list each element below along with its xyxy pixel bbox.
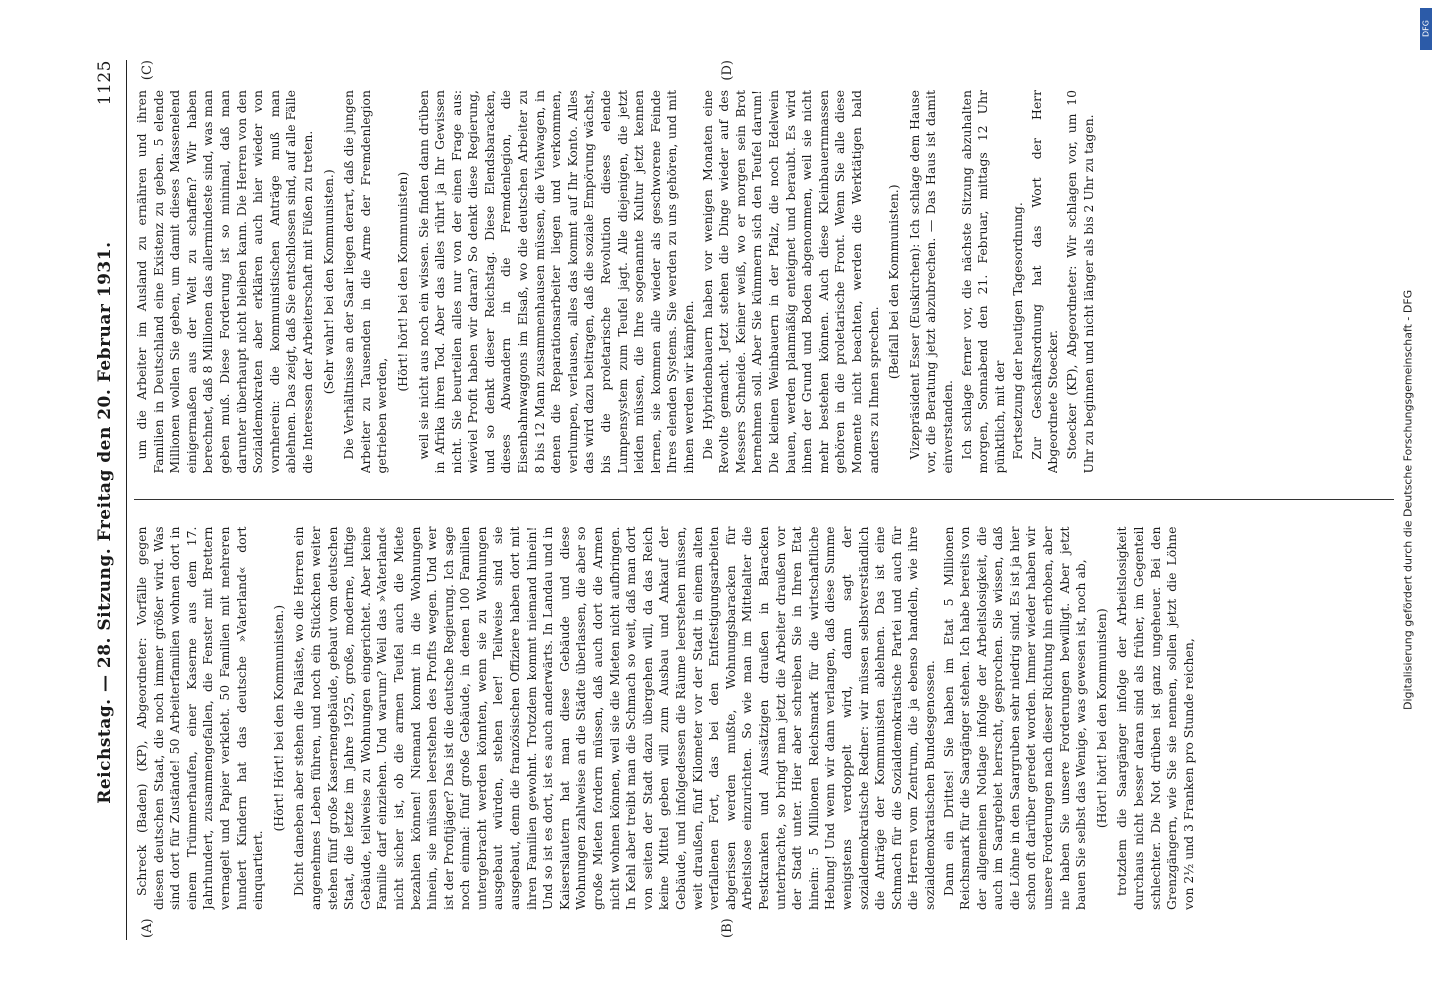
dfg-logo: DFG (1420, 8, 1432, 50)
header-rule (126, 60, 127, 940)
paragraph: weil sie nicht aus noch ein wissen. Sie finden dann drüben in Afrika ihren Tod. Aber das alles rührt ja Ihr Gewissen nicht. Sie beurteilen alles nur von der einen Frage aus: wieviel Profit haben wir daran? So denkt diese Regierung, und so denkt dieser Reichstag. Diese Elendsbaracken, dieses Abwandern in die Fremdenlegion, die Eisenbahnwaggons im Elsaß, wo die deutschen Arbeiter zu 8 bis 12 Mann zusammenhausen müssen, die Viehwagen, in denen die Reparationsarbeiter liegen und verkommen, verlumpen, verlausen, alles das kommt auf Ihr Konto. Alles das wird dazu beitragen, daß die soziale Empörung wächst, bis die proletarische Revolution dieses elende Lumpensystem zum Teufel jagt. Alle diejenigen, die jetzt leiden müssen, die Ihre sogenannte Kultur jetzt kennen lernen, sie kommen alle wieder als geschworene Feinde Ihres elenden Systems. Sie werden zu uns gehören, und mit ihnen werden wir kämpfen. (415, 90, 696, 474)
page-number: 1125 (95, 60, 115, 106)
paragraph: Dann ein Drittes! Sie haben im Etat 5 Millionen Reichsmark für die Saargänger stehen. Ich habe bereits von der allgemeinen Notlage infolge der Arbeitslosigkeit, die auch im Saargebiet herrscht, gesprochen. Sie wissen, daß die Löhne in den Saargruben sehr niedrig sind. Es ist ja hier schon oft darüber geredet worden. Immer wieder haben wir unsere Forderungen nach dieser Richtung hin erhoben, aber nie haben Sie unsere Forderungen bewilligt. Aber jetzt bauen Sie selbst das Wenige, was gewesen ist, noch ab, (940, 526, 1089, 910)
paragraph: trotzdem die Saargänger infolge der Arbeitslosigkeit durchaus nicht besser daran sind als früher, im Gegenteil schlechter. Die Not drüben ist ganz ungeheuer. Bei den Grenzgängern, wie Sie sie nennen, sollen jetzt die Löhne von 2½ und 3 Franken pro Stunde reichen, (1114, 526, 1196, 910)
margin-mark-d: (D) (720, 60, 735, 81)
paragraph: Stoecker (KP), Abgeordneter: Wir schlagen vor, um 10 Uhr zu beginnen und nicht länger als bis 2 Uhr zu tagen. (1064, 90, 1096, 474)
paragraph: Dicht daneben aber stehen die Paläste, wo die Herren ein angenehmes Leben führen, und noch ein Stückchen weiter stehen fünf große Kasernengebäude, gebaut vom deutschen Staat, die letzte im Jahre 1925, große, moderne, luftige Gebäude, teilweise zu Wohnungen eingerichtet. Aber keine Familie darf einziehen. Und warum? Weil das »Vaterland« nicht sicher ist, ob die armen Teufel auch die Miete bezahlen können! Niemand kommt in die Wohnungen hinein, sie müssen leerstehen des Profits wegen. Und wer ist der Profitjäger? Das ist die deutsche Regierung. Ich sage noch einmal: fünf große Gebäude, in denen 100 Familien untergebracht werden könnten, wenn sie zu Wohnungen ausgebaut würden, stehen leer! Teilweise sind sie ausgebaut, denn die französischen Offiziere haben dort mit ihren Familien gewohnt. Trotzdem kommt niemand hinein! Und so ist es dort, ist es auch anderwärts. In Landau und in Kaiserslautern hat man diese Gebäude und diese Wohnungen zahlweise an die Städte überlassen, die aber so große Mieten fordern müssen, daß auch dort die Armen nicht wohnen können, weil sie die Mieten nicht aufbringen. In Kehl aber treibt man die Schmach so weit, daß man dort von seiten der Stadt dazu übergehen will, da das Reich keine Mittel geben will zum Ausbau und Ankauf der Gebäude, und infolgedessen die Räume leerstehen müssen, weit draußen, fünf Kilometer vor der Stadt in einem alten verfallenen Fort, das bei den Entfestigungsarbeiten abgerissen werden mußte, Wohnungsbaracken für Arbeitslose einzurichten. So wie man im Mittelalter die Pestkranken und Aussätzigen draußen in Baracken unterbrachte, so bringt man jetzt die Arbeiter draußen vor der Stadt unter. Hier aber schreiben Sie in Ihren Etat hinein: 5 Millionen Reichsmark für die wirtschaftliche Hebung! Und wenn wir dann verlangen, daß diese Summe wenigstens verdoppelt wird, dann sagt der sozialdemokratische Redner: wir müssen selbstverständlich die Anträge der Kommunisten ablehnen. Das ist eine Schmach für die Sozialdemokratische Partei und auch für die Herren vom Zentrum, die ja ebenso handeln, wie ihre sozialdemokratischen Bundesgenossen. (291, 526, 937, 910)
interjection: (Sehr wahr! bei den Kommunisten.) (320, 169, 336, 395)
paragraph: Die Verhältnisse an der Saar liegen derart, daß die jungen Arbeiter zu Tausenden in die Arme der Fremdenlegion getrieben werden, (341, 90, 390, 474)
interjection: (Beifall bei den Kommunisten.) (886, 184, 902, 380)
column-left (134, 527, 1394, 911)
paragraph: Die Hybridenbauern haben vor wenigen Monaten eine Revolte gemacht. Jetzt stehen die Dinge wieder auf des Messers Schneide. Keiner weiß, wo er morgen sein Brot hernehmen soll. Aber Sie kümmern sich den Teufel darum! Die kleinen Weinbauern in der Pfalz, die noch Edelwein bauen, werden planmäßig enteignet und beraubt. Es wird ihnen der Grund und Boden abgenommen, weil sie nicht mehr bestehen können. Auch diese Kleinbauernmassen gehören in die proletarische Front. Wenn Sie alle diese Momente nicht beachten, werden die Werktätigen bald anders zu Ihnen sprechen. (699, 90, 881, 474)
digitization-note: Digitalisierung gefördert durch die Deutsche Forschungsgemeinschaft - DFG (1401, 289, 1415, 711)
paragraph: Ich schlage ferner vor, die nächste Sitzung abzuhalten morgen, Sonnabend den 21. Februar, mittags 12 Uhr pünktlich, mit der (958, 90, 1007, 474)
paragraph: Fortsetzung der heutigen Tagesordnung. (1010, 202, 1026, 460)
margin-mark-c: (C) (140, 60, 155, 81)
paragraph: Zur Geschäftsordnung hat das Wort der Herr Abgeordnete Stoecker. (1028, 90, 1061, 474)
paragraph: Vizepräsident Esser (Euskirchen): Ich schlage dem Hause vor, die Beratung jetzt abzubrechen. — Das Haus ist damit einverstanden. (906, 90, 955, 474)
interjection: (Hört! hört! bei den Kommunisten) (1093, 608, 1109, 829)
paragraph: um die Arbeiter im Ausland zu ernähren und ihren Familien in Deutschland eine Existenz zu geben. 5 elende Millionen wollen Sie geben, um damit dieses Massenelend einigermaßen aus der Welt zu schaffen? Wir haben berechnet, daß 8 Millionen das allermindeste sind, was man geben muß. Diese Forderung ist so minimal, daß man darunter überhaupt nicht bleiben kann. Die Herren von den Sozialdemokraten aber erklären auch hier wieder von vornherein: die kommunistischen Anträge muß man ablehnen. Das zeigt, daß Sie entschlossen sind, auf alle Fälle die Interessen der Arbeiterschaft mit Füßen zu treten. (134, 90, 315, 474)
page-header (88, 60, 122, 940)
header-title: Reichstag. — 28. Sitzung. Freitag den 20. Februar 1931. (95, 241, 115, 804)
interjection: (Hört! hört! bei den Kommunisten) (394, 171, 410, 392)
text-columns (134, 90, 1394, 910)
margin-mark-a: (A) (140, 918, 155, 938)
margin-mark-b: (B) (720, 918, 735, 938)
column-right (134, 90, 1394, 474)
interjection: (Hört! Hört! bei den Kommunisten.) (270, 604, 286, 832)
paragraph: Schreck (Baden) (KP), Abgeordneter: Vorfälle gegen diesen deutschen Staat, die noch immer größer wird. Was sind dort für Zustände! 50 Arbeiterfamilien wohnen dort in einem Trümmerhaufen, einer Kaserne aus dem 17. Jahrhundert, zusammengefallen, die Fenster mit Brettern vernagelt und Papier verklebt. 50 Familien mit mehreren hundert Kindern hat das deutsche »Vaterland« dort einquartiert. (134, 526, 266, 910)
column-divider (134, 500, 1394, 501)
